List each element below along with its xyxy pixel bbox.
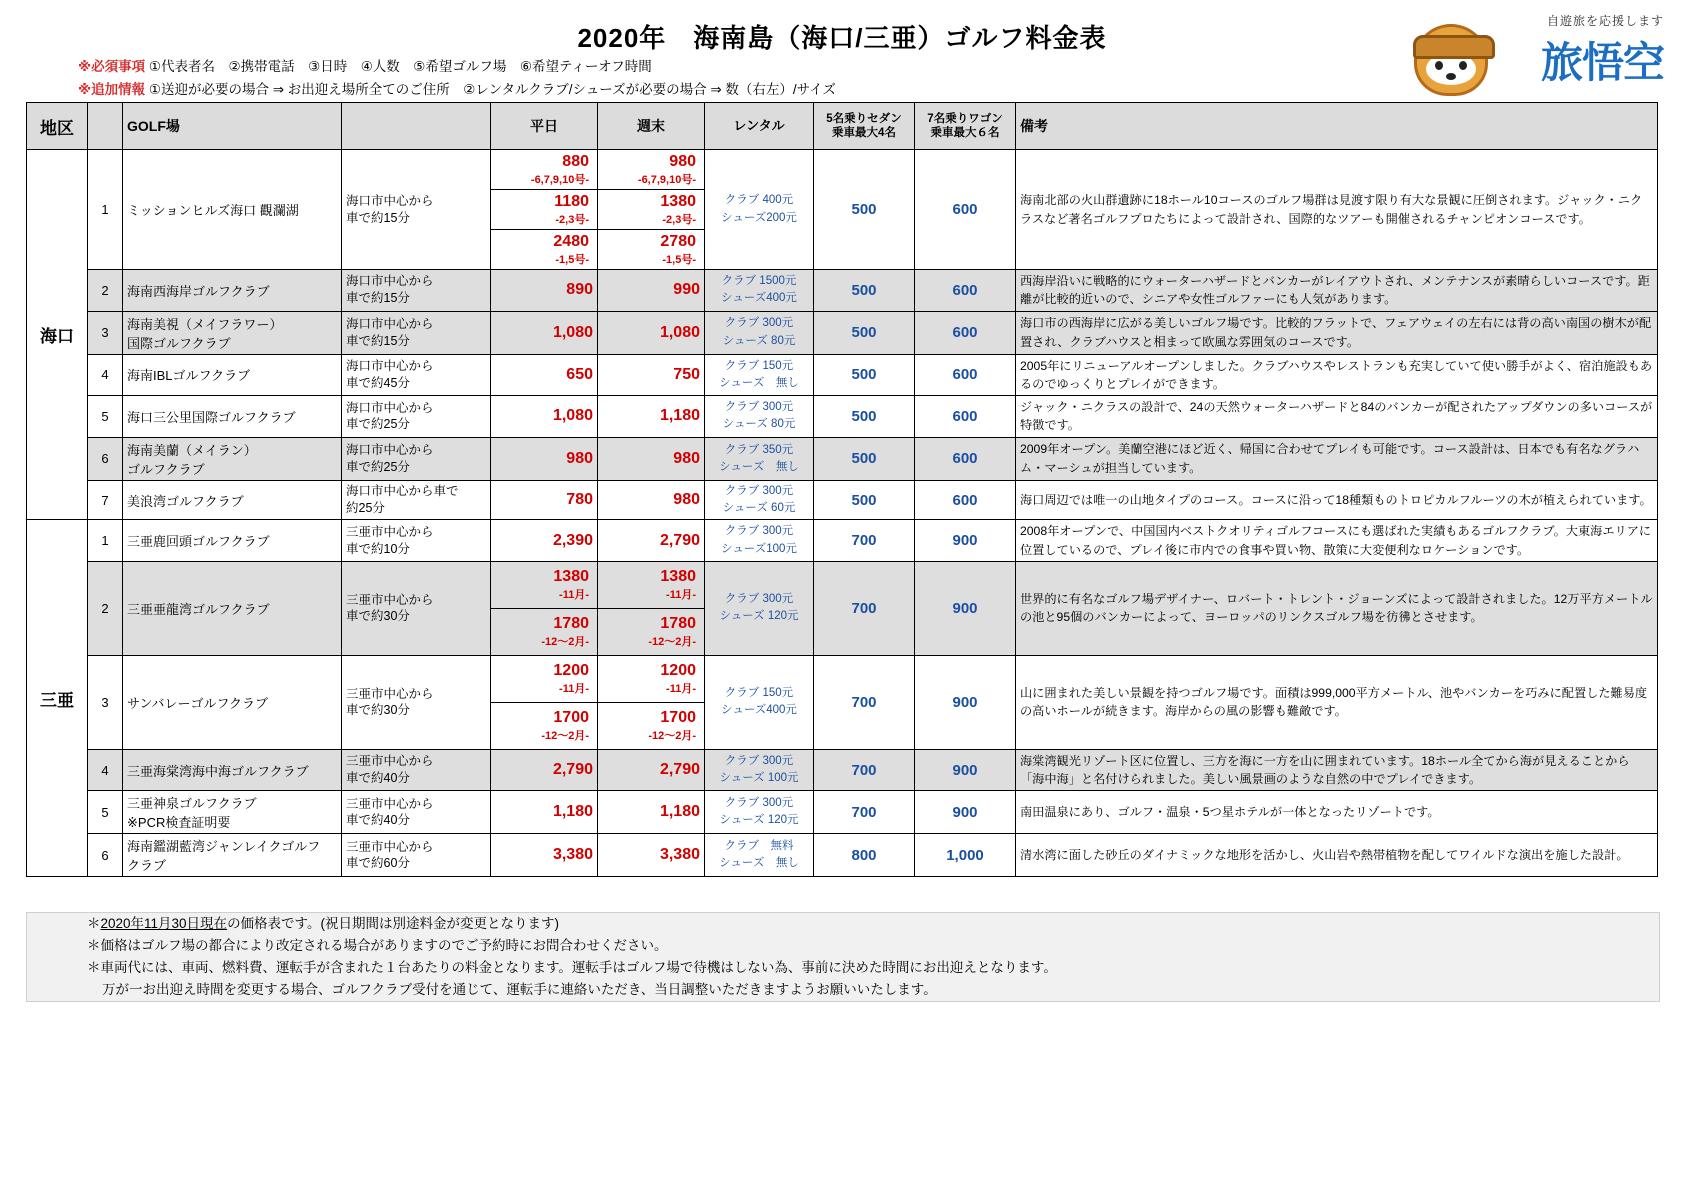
nose-icon — [1446, 73, 1456, 80]
price-value: 750 — [673, 365, 700, 383]
weekday-price — [491, 480, 598, 520]
course-name — [123, 834, 342, 877]
price-tier — [491, 656, 597, 703]
rental-info — [705, 655, 814, 749]
access-line2: 車で約25分 — [346, 459, 410, 474]
price-value: 1780 — [660, 614, 696, 632]
price-value: 1,080 — [659, 323, 700, 341]
price-value: 1180 — [554, 193, 589, 210]
access-info — [342, 655, 491, 749]
rental-info — [705, 396, 814, 438]
remark-text: 南田温泉にあり、ゴルフ・温泉・5つ星ホテルが一体となったリゾートです。 — [1016, 791, 1658, 834]
price-tier — [491, 562, 597, 609]
access-line1: 海口市中心から — [346, 193, 434, 208]
rental-club: クラブ 無料 — [724, 840, 794, 853]
remark-text: 西海岸沿いに戦略的にウォーターハザードとバンカーがレイアウトされ、メンテナンスが素晴らしいコースです。距離が比較的近いので、シニアや女性ゴルファーにも人気があります。 — [1016, 270, 1658, 312]
course-name: サンバレーゴルフクラブ — [123, 655, 342, 749]
required-items-label: ※必須事項 — [78, 59, 146, 74]
header-wagon — [915, 103, 1016, 150]
price-value: 1200 — [660, 661, 696, 679]
sedan-price: 700 — [814, 561, 915, 655]
price-value: 980 — [566, 449, 593, 467]
remark-text: 世界的に有名なゴルフ場デザイナー、ロバート・トレント・ジョーンズによって設計されました。12万平方メートルの池と95個のバンカーによって、ヨーロッパのリンクスゴルフ場を彷彿とさせます。 — [1016, 561, 1658, 655]
rental-info — [705, 834, 814, 877]
price-note: -6,7,9,10号- — [530, 174, 589, 186]
rental-info — [705, 354, 814, 396]
access-line2: 車で約40分 — [346, 771, 410, 786]
row-number: 4 — [88, 749, 123, 791]
region-cell-haikou: 海口 — [27, 150, 88, 520]
table-body — [27, 150, 1658, 877]
price-note: -11月- — [666, 682, 696, 695]
rental-info — [705, 561, 814, 655]
table-row — [27, 791, 1658, 834]
access-info — [342, 834, 491, 877]
access-line2: 車で約30分 — [346, 609, 410, 624]
price-value: 1700 — [660, 708, 696, 726]
weekend-price — [598, 749, 705, 791]
course-name — [123, 311, 342, 354]
rental-club: クラブ 300元 — [724, 525, 794, 538]
access-line1: 三亜市中心から — [346, 754, 434, 769]
table-row — [27, 270, 1658, 312]
course-name: 海南IBLゴルフクラブ — [123, 354, 342, 396]
access-info — [342, 561, 491, 655]
price-value: 2780 — [660, 233, 696, 250]
access-line2: 車で約15分 — [346, 291, 410, 306]
access-line2: 車で約15分 — [346, 210, 410, 225]
price-note: -12～2月- — [648, 635, 696, 648]
sedan-price: 700 — [814, 520, 915, 562]
access-line1: 海口市中心から — [346, 274, 434, 289]
access-line2: 車で約45分 — [346, 375, 410, 390]
rental-club: クラブ 300元 — [724, 317, 794, 330]
remark-text: 山に囲まれた美しい景観を持つゴルフ場です。面積は999,000平方メートル、池やバンカーを巧みに配置した難易度の高いホールが続きます。海岸からの風の影響も難敵です。 — [1016, 655, 1658, 749]
price-tier — [491, 703, 597, 749]
row-number: 5 — [88, 396, 123, 438]
weekend-price — [598, 791, 705, 834]
access-info — [342, 437, 491, 480]
wagon-price: 1,000 — [915, 834, 1016, 877]
row-number: 4 — [88, 354, 123, 396]
price-value: 1200 — [553, 661, 589, 679]
access-line1: 三亜市中心から — [346, 796, 434, 811]
access-line2: 車で約10分 — [346, 541, 410, 556]
price-note: -11月- — [559, 682, 589, 695]
additional-info-note — [78, 78, 836, 98]
header-wagon-line2: 乗車最大６名 — [930, 127, 1000, 139]
footer-line-2: ＊価格はゴルフ場の都合により改定される場合がありますのでご予約時にお問合わせください。 — [87, 937, 668, 953]
rental-club: クラブ 150元 — [724, 687, 794, 700]
weekend-price — [598, 150, 705, 270]
wagon-price: 900 — [915, 791, 1016, 834]
course-name: 三亜海棠湾海中海ゴルフクラブ — [123, 749, 342, 791]
weekday-price — [491, 834, 598, 877]
weekend-price — [598, 834, 705, 877]
eye-left-icon — [1435, 61, 1443, 70]
rental-shoes: シューズ 無し — [719, 376, 799, 389]
sedan-price: 500 — [814, 437, 915, 480]
table-row — [27, 561, 1658, 655]
course-name-line1: 海南美視（メイフラワー） — [127, 316, 283, 332]
weekend-price — [598, 311, 705, 354]
logo-brand-name: 旅悟空 — [1540, 38, 1664, 87]
wagon-price: 600 — [915, 480, 1016, 520]
price-tier — [598, 656, 704, 703]
price-tier — [598, 703, 704, 749]
access-info — [342, 270, 491, 312]
row-number: 2 — [88, 561, 123, 655]
remark-text: 清水湾に面した砂丘のダイナミックな地形を活かし、火山岩や熱帯植物を配してワイルドな演出を施した設計。 — [1016, 834, 1658, 877]
header-sedan — [814, 103, 915, 150]
rental-shoes: シューズ 無し — [719, 460, 799, 473]
rental-shoes: シューズ200元 — [721, 211, 797, 224]
access-info — [342, 749, 491, 791]
rental-club: クラブ 300元 — [724, 593, 794, 606]
price-value: 1700 — [553, 708, 589, 726]
course-name: 海南西海岸ゴルフクラブ — [123, 270, 342, 312]
access-line1: 海口市中心から — [346, 400, 434, 415]
price-value: 1,180 — [659, 407, 700, 425]
weekend-price — [598, 437, 705, 480]
rental-shoes: シューズ 60元 — [722, 502, 796, 515]
price-value: 880 — [562, 153, 589, 170]
rental-club: クラブ 400元 — [724, 194, 794, 207]
price-value: 990 — [673, 281, 700, 299]
weekday-price — [491, 520, 598, 562]
footer-line-1 — [27, 913, 1659, 935]
region-cell-sanya: 三亜 — [27, 520, 88, 877]
course-name: 美浪湾ゴルフクラブ — [123, 480, 342, 520]
access-line2: 車で約25分 — [346, 417, 410, 432]
wagon-price: 600 — [915, 354, 1016, 396]
access-info — [342, 311, 491, 354]
weekend-price — [598, 520, 705, 562]
access-info — [342, 150, 491, 270]
header-weekday: 平日 — [491, 103, 598, 150]
rental-info — [705, 311, 814, 354]
row-number: 6 — [88, 834, 123, 877]
logo-tagline: 自遊旅を応援します — [1546, 14, 1664, 28]
headband-icon — [1413, 35, 1495, 59]
footer-line1-date: 2020年11月30日現在 — [100, 916, 228, 931]
sedan-price: 500 — [814, 150, 915, 270]
price-note: -1,5号- — [662, 254, 696, 266]
price-tier — [491, 190, 597, 230]
footer-notes — [26, 912, 1660, 1002]
sedan-price: 500 — [814, 354, 915, 396]
row-number: 7 — [88, 480, 123, 520]
wagon-price: 900 — [915, 520, 1016, 562]
price-value: 980 — [673, 449, 700, 467]
price-value: 1380 — [553, 567, 589, 585]
table-row — [27, 480, 1658, 520]
header-course: GOLF場 — [123, 103, 342, 150]
rental-info — [705, 480, 814, 520]
rental-club: クラブ 300元 — [724, 797, 794, 810]
remark-text: 海南北部の火山群遺跡に18ホール10コースのゴルフ場群は見渡す限り有大な景観に圧倒されます。ジャック・ニクラスなど著名ゴルフプロたちによって設計され、国際的なツアーも開催されるチャンピオンコースです。 — [1016, 150, 1658, 270]
monkey-face-icon — [1414, 24, 1488, 96]
access-line1: 三亜市中心から — [346, 686, 434, 701]
course-name: ミッションヒルズ海口 觀瀾湖 — [123, 150, 342, 270]
price-value: 1,180 — [552, 803, 593, 821]
footer-line1-rest: の価格表です。(祝日期間は別途料金が変更となります) — [227, 916, 559, 931]
brand-logo — [1414, 10, 1664, 95]
sedan-price: 700 — [814, 749, 915, 791]
wagon-price: 900 — [915, 749, 1016, 791]
access-info — [342, 480, 491, 520]
price-value: 2,790 — [659, 761, 700, 779]
rental-info — [705, 520, 814, 562]
rental-club: クラブ 1500元 — [721, 275, 797, 288]
price-note: -12～2月- — [541, 635, 589, 648]
golf-price-table — [26, 102, 1658, 877]
table-row — [27, 520, 1658, 562]
remark-text: 海棠湾観光リゾート区に位置し、三方を海に一方を山に囲まれています。18ホール全てから海が見えることから「海中海」と名付けられました。美しい風景画のような自然の中でプレイできます。 — [1016, 749, 1658, 791]
rental-shoes: シューズ400元 — [721, 704, 797, 717]
rental-shoes: シューズ400元 — [721, 292, 797, 305]
weekday-price — [491, 150, 598, 270]
rental-shoes: シューズ 80元 — [722, 334, 796, 347]
table-row — [27, 396, 1658, 438]
access-line1: 三亜市中心から — [346, 592, 434, 607]
table-row — [27, 437, 1658, 480]
price-note: -11月- — [666, 588, 696, 601]
row-number: 6 — [88, 437, 123, 480]
table-row — [27, 749, 1658, 791]
wagon-price: 900 — [915, 655, 1016, 749]
rental-club: クラブ 350元 — [724, 443, 794, 456]
weekday-price — [491, 791, 598, 834]
sedan-price: 700 — [814, 655, 915, 749]
access-line2: 車で約30分 — [346, 703, 410, 718]
remark-text: 2005年にリニューアルオープンしました。クラブハウスやレストランも充実していて使い勝手がよく、宿泊施設もあるのでゆっくりとプレイができます。 — [1016, 354, 1658, 396]
header-access — [342, 103, 491, 150]
weekend-price — [598, 396, 705, 438]
price-tier — [598, 230, 704, 269]
weekend-price — [598, 480, 705, 520]
rental-info — [705, 270, 814, 312]
price-tier — [491, 150, 597, 190]
header-region: 地区 — [27, 103, 88, 150]
price-tier — [598, 150, 704, 190]
price-value: 2,390 — [552, 531, 593, 549]
price-note: -1,5号- — [555, 254, 589, 266]
weekend-price — [598, 354, 705, 396]
course-name-line2: ※PCR検査証明要 — [127, 815, 231, 831]
table-row — [27, 834, 1658, 877]
table-row — [27, 655, 1658, 749]
course-name — [123, 437, 342, 480]
price-value: 980 — [673, 491, 700, 509]
access-line1: 海口市中心から車で — [346, 484, 459, 499]
price-value: 3,380 — [659, 846, 700, 864]
course-name-line2: クラブ — [127, 858, 167, 874]
row-number: 5 — [88, 791, 123, 834]
footer-line-3: ＊車両代には、車両、燃料費、運転手が含まれた１台あたりの料金となります。運転手はゴルフ場で待機はしない為、事前に決めた時間にお出迎えとなります。 — [87, 959, 1057, 975]
wagon-price: 600 — [915, 150, 1016, 270]
price-value: 3,380 — [552, 846, 593, 864]
weekday-price — [491, 561, 598, 655]
additional-info-label: ※追加情報 — [78, 82, 146, 97]
sedan-price: 500 — [814, 396, 915, 438]
page-title: 2020年 海南島（海口/三亜）ゴルフ料金表 — [577, 23, 1107, 53]
footer-line-4: 万が一お出迎え時間を変更する場合、ゴルフクラブ受付を通じて、運転手に連絡いただき、当日調整いただきますようお願いいたします。 — [102, 981, 937, 997]
rental-info — [705, 749, 814, 791]
remark-text: 海口市の西海岸に広がる美しいゴルフ場です。比較的フラットで、フェアウェイの左右には背の高い南国の樹木が配置され、クラブハウスと相まって欧風な雰囲気のコースです。 — [1016, 311, 1658, 354]
course-name-line1: 海南鑑湖藍湾ジャンレイクゴルフ — [127, 839, 321, 855]
wagon-price: 900 — [915, 561, 1016, 655]
header-remark: 備考 — [1016, 103, 1658, 150]
price-note: -11月- — [559, 588, 589, 601]
rental-shoes: シューズ 80元 — [722, 418, 796, 431]
price-note: -12～2月- — [541, 729, 589, 742]
rental-club: クラブ 300元 — [724, 754, 794, 767]
access-info — [342, 791, 491, 834]
row-number: 2 — [88, 270, 123, 312]
row-number: 1 — [88, 150, 123, 270]
header-weekend: 週末 — [598, 103, 705, 150]
additional-info-text: ①送迎が必要の場合 ⇒ お出迎え場所全てのご住所 ②レンタルクラブ/シューズが必要の場合 ⇒ 数（右左）/サイズ — [148, 82, 837, 97]
header-wagon-line1: 7名乗りワゴン — [927, 112, 1003, 125]
required-items-text: ①代表者名 ②携帯電話 ③日時 ④人数 ⑤希望ゴルフ場 ⑥希望ティーオフ時間 — [148, 59, 652, 74]
header-number — [88, 103, 123, 150]
price-value: 1380 — [660, 193, 696, 210]
access-line2: 車で約15分 — [346, 333, 410, 348]
price-value: 890 — [566, 281, 593, 299]
course-name — [123, 791, 342, 834]
table-row — [27, 354, 1658, 396]
access-line1: 三亜市中心から — [346, 524, 434, 539]
row-number: 3 — [88, 655, 123, 749]
price-note: -6,7,9,10号- — [637, 174, 696, 186]
weekday-price — [491, 270, 598, 312]
price-tier — [598, 562, 704, 609]
header-rental: レンタル — [705, 103, 814, 150]
eye-right-icon — [1459, 61, 1467, 70]
price-tier — [598, 609, 704, 655]
price-value: 650 — [566, 365, 593, 383]
sedan-price: 500 — [814, 311, 915, 354]
sedan-price: 800 — [814, 834, 915, 877]
wagon-price: 600 — [915, 270, 1016, 312]
price-note: -2,3号- — [555, 214, 589, 226]
rental-shoes: シューズ100元 — [721, 542, 797, 555]
header-sedan-line1: 5名乗りセダン — [826, 112, 902, 125]
access-line2: 車で約40分 — [346, 813, 410, 828]
rental-shoes: シューズ 120元 — [719, 814, 799, 827]
weekday-price — [491, 437, 598, 480]
sedan-price: 700 — [814, 791, 915, 834]
course-name-line1: 海南美蘭（メイラン） — [127, 442, 257, 458]
wagon-price: 600 — [915, 311, 1016, 354]
price-value: 780 — [566, 491, 593, 509]
table-header-row — [27, 103, 1658, 150]
price-tier — [491, 609, 597, 655]
weekday-price — [491, 311, 598, 354]
rental-shoes: シューズ 100元 — [719, 772, 799, 785]
required-items-note — [78, 55, 652, 75]
access-info — [342, 354, 491, 396]
weekend-price — [598, 561, 705, 655]
wagon-price: 600 — [915, 437, 1016, 480]
rental-info — [705, 437, 814, 480]
sedan-price: 500 — [814, 480, 915, 520]
price-value: 2,790 — [659, 531, 700, 549]
rental-info — [705, 791, 814, 834]
access-info — [342, 396, 491, 438]
access-info — [342, 520, 491, 562]
remark-text: 2009年オープン。美蘭空港にほど近く、帰国に合わせてプレイも可能です。コース設計は、日本でも有名なグラハム・マーシュが担当しています。 — [1016, 437, 1658, 480]
price-value: 2480 — [553, 233, 589, 250]
table-row — [27, 150, 1658, 270]
weekday-price — [491, 655, 598, 749]
price-note: -12～2月- — [648, 729, 696, 742]
access-line1: 三亜市中心から — [346, 839, 434, 854]
row-number: 1 — [88, 520, 123, 562]
rental-shoes: シューズ 120元 — [719, 610, 799, 623]
price-tier — [598, 190, 704, 230]
weekend-price — [598, 655, 705, 749]
course-name: 三亜鹿回頭ゴルフクラブ — [123, 520, 342, 562]
weekday-price — [491, 749, 598, 791]
price-value: 980 — [669, 153, 696, 170]
weekday-price — [491, 354, 598, 396]
price-value: 1780 — [553, 614, 589, 632]
access-line1: 海口市中心から — [346, 442, 434, 457]
rental-club: クラブ 300元 — [724, 484, 794, 497]
wagon-price: 600 — [915, 396, 1016, 438]
price-value: 1,180 — [659, 803, 700, 821]
course-name-line1: 三亜神泉ゴルフクラブ — [127, 796, 257, 812]
row-number: 3 — [88, 311, 123, 354]
rental-club: クラブ 300元 — [724, 401, 794, 414]
remark-text: 海口周辺では唯一の山地タイプのコース。コースに沿って18種類ものトロピカルフルーツの木が植えられています。 — [1016, 480, 1658, 520]
access-line2: 約25分 — [346, 501, 385, 516]
course-name: 海口三公里国際ゴルフクラブ — [123, 396, 342, 438]
course-name: 三亜亜龍湾ゴルフクラブ — [123, 561, 342, 655]
access-line2: 車で約60分 — [346, 856, 410, 871]
course-name-line2: 国際ゴルフクラブ — [127, 335, 231, 351]
remark-text: 2008年オープンで、中国国内ベストクオリティゴルフコースにも選ばれた実績もあるゴルフクラブ。大東海エリアに位置しているので、プレイ後に市内での食事や買い物、散策に大変便利なロケーションです。 — [1016, 520, 1658, 562]
weekend-price — [598, 270, 705, 312]
price-note: -2,3号- — [662, 214, 696, 226]
table-row — [27, 311, 1658, 354]
access-line1: 海口市中心から — [346, 316, 434, 331]
price-value: 1380 — [660, 567, 696, 585]
remark-text: ジャック・ニクラスの設計で、24の天然ウォーターハザードと84のバンカーが配されたアップダウンの多いコースが特徴です。 — [1016, 396, 1658, 438]
rental-club: クラブ 150元 — [724, 359, 794, 372]
price-tier — [491, 230, 597, 269]
price-value: 2,790 — [552, 761, 593, 779]
price-value: 1,080 — [552, 323, 593, 341]
rental-info — [705, 150, 814, 270]
weekday-price — [491, 396, 598, 438]
course-name-line2: ゴルフクラブ — [127, 461, 205, 477]
footer-line1-prefix: ＊ — [87, 916, 101, 931]
price-value: 1,080 — [552, 407, 593, 425]
rental-shoes: シューズ 無し — [719, 857, 799, 870]
header-sedan-line2: 乗車最大4名 — [832, 127, 896, 139]
access-line1: 海口市中心から — [346, 359, 434, 374]
sedan-price: 500 — [814, 270, 915, 312]
